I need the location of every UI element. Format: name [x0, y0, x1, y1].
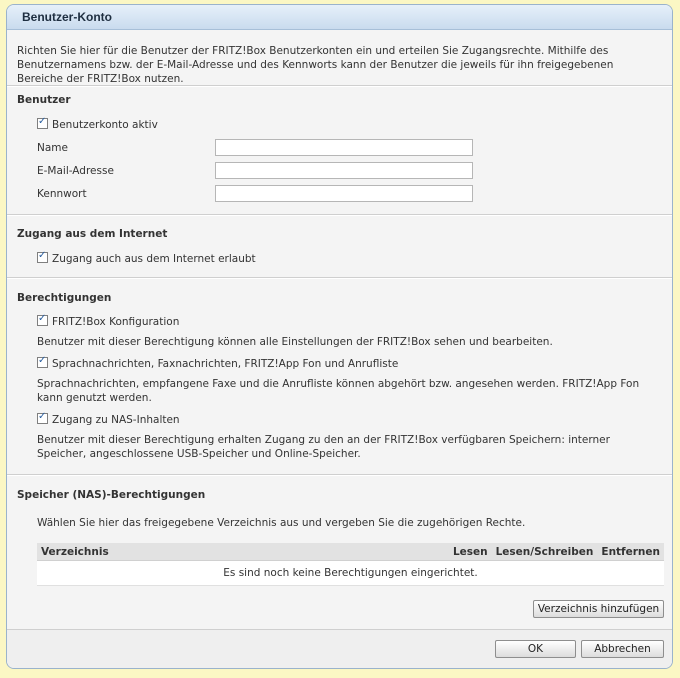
divider: [7, 474, 672, 476]
column-header-read: Lesen: [444, 543, 492, 561]
checkbox-checked-icon[interactable]: [37, 118, 48, 129]
nas-permissions-table: [37, 543, 664, 586]
password-input[interactable]: [215, 185, 473, 202]
checkbox-checked-icon[interactable]: [37, 413, 48, 424]
checkbox-checked-icon[interactable]: [37, 357, 48, 368]
column-header-read-write: Lesen/Schreiben: [492, 543, 598, 561]
intro-text: Richten Sie hier für die Benutzer der FRITZ!Box Benutzerkonten ein und erteilen Sie Zugangsrechte. Mithilfe des Benutzernamens bzw. der E-Mail-Adresse und des Kennworts kann der Benutzer die jeweils für ihn freigegebenen Bereiche der FRITZ!Box nutzen.: [17, 45, 614, 85]
password-label: Kennwort: [37, 188, 87, 200]
permission-voice-desc: Sprachnachrichten, empfangene Faxe und die Anrufliste können abgehört bzw. angesehen werden. FRITZ!App Fon kann genutzt werden.: [37, 378, 640, 404]
section-heading-internet: Zugang aus dem Internet: [17, 228, 168, 240]
column-header-directory: Verzeichnis: [37, 543, 444, 561]
ok-button[interactable]: OK: [495, 640, 576, 658]
permission-nas-desc: Benutzer mit dieser Berechtigung erhalten Zugang zu den an der FRITZ!Box verfügbaren Speichern: interner Speicher, angeschlossene USB-Speicher und Online-Speicher.: [37, 434, 610, 460]
internet-access-checkbox[interactable]: [37, 252, 256, 265]
dialog-footer: [7, 629, 672, 669]
nas-description: Wählen Sie hier das freigegebene Verzeichnis aus und vergeben Sie die zugehörigen Rechte.: [37, 517, 526, 529]
add-directory-button[interactable]: Verzeichnis hinzufügen: [533, 600, 664, 618]
column-header-remove: Entfernen: [597, 543, 664, 561]
section-heading-benutzer: Benutzer: [17, 94, 71, 106]
name-label: Name: [37, 142, 68, 154]
permission-config-checkbox[interactable]: [37, 315, 179, 328]
account-active-checkbox[interactable]: [37, 118, 158, 131]
table-row: [37, 561, 664, 586]
permission-config-label: FRITZ!Box Konfiguration: [52, 316, 180, 328]
permission-config-desc: Benutzer mit dieser Berechtigung können alle Einstellungen der FRITZ!Box sehen und bearbeiten.: [37, 336, 553, 348]
section-heading-permissions: Berechtigungen: [17, 292, 112, 304]
user-account-dialog: [6, 4, 673, 669]
permission-voice-label: Sprachnachrichten, Faxnachrichten, FRITZ!App Fon und Anrufliste: [52, 358, 399, 370]
name-input[interactable]: [215, 139, 473, 156]
email-input[interactable]: [215, 162, 473, 179]
internet-access-label: Zugang auch aus dem Internet erlaubt: [52, 253, 256, 265]
table-header-row: [37, 543, 664, 561]
dialog-title: Benutzer-Konto: [7, 5, 672, 30]
permission-voice-checkbox[interactable]: [37, 357, 398, 370]
divider: [7, 277, 672, 279]
permission-nas-checkbox[interactable]: [37, 413, 180, 426]
checkbox-checked-icon[interactable]: [37, 252, 48, 263]
divider: [7, 85, 672, 87]
divider: [7, 214, 672, 216]
checkbox-checked-icon[interactable]: [37, 315, 48, 326]
account-active-label: Benutzerkonto aktiv: [52, 119, 158, 131]
email-label: E-Mail-Adresse: [37, 165, 114, 177]
section-heading-nas: Speicher (NAS)-Berechtigungen: [17, 489, 206, 501]
cancel-button[interactable]: Abbrechen: [581, 640, 664, 658]
permission-nas-label: Zugang zu NAS-Inhalten: [52, 414, 180, 426]
empty-table-message: Es sind noch keine Berechtigungen eingerichtet.: [37, 561, 664, 586]
